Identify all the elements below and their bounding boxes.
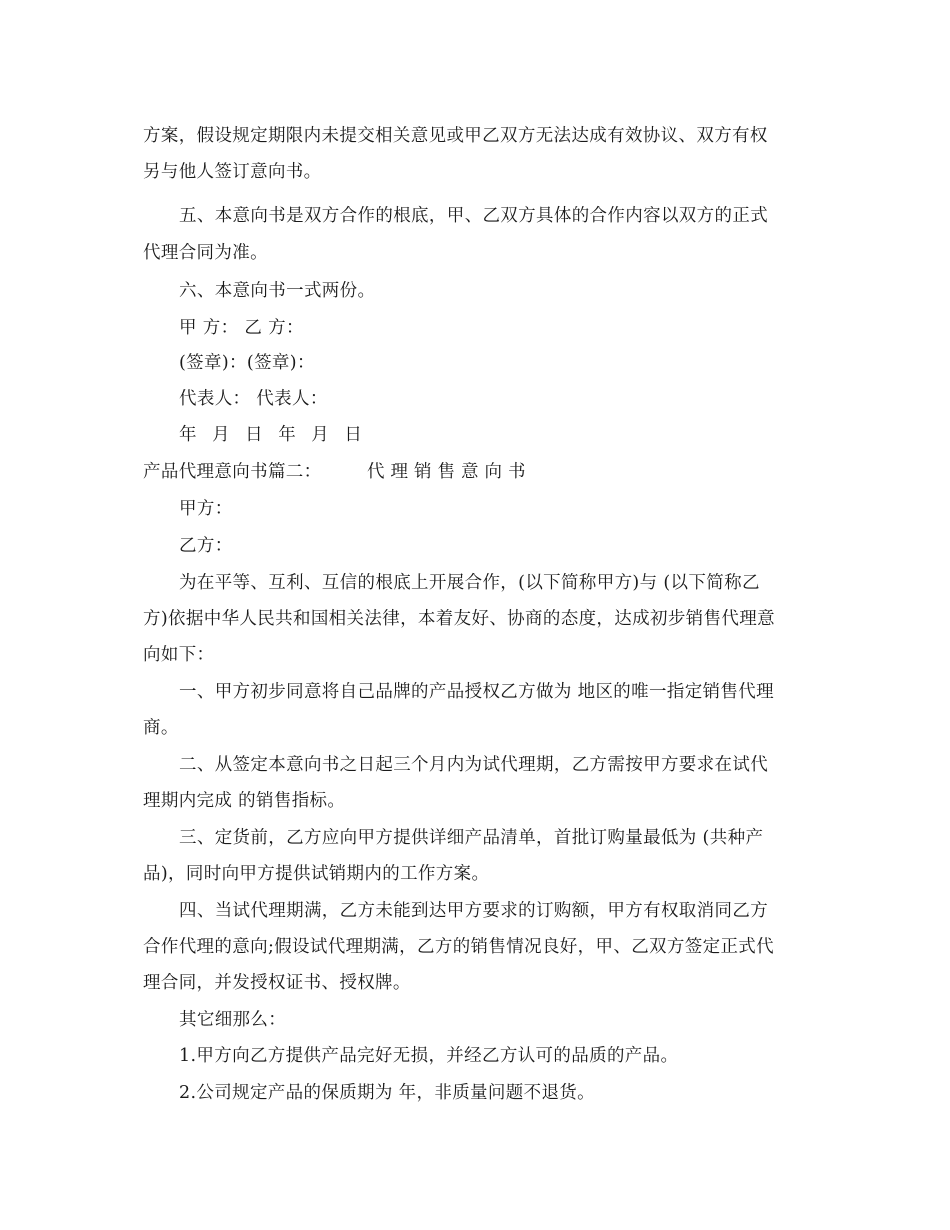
- party-a-label: 甲方：: [179, 499, 233, 519]
- detail-item-2: 2.公司规定产品的保质期为 年，非质量问题不退货。: [179, 1083, 596, 1103]
- section-heading-row: [143, 460, 532, 484]
- paragraph-line: 合作代理的意向;假设试代理期满，乙方的销售情况良好，甲、乙双方签定正式代: [143, 937, 774, 957]
- intro-paragraph: 为在平等、互利、互信的根底上开展合作，(以下简称甲方)与 (以下简称乙: [179, 573, 760, 593]
- paragraph-line: 代理合同为准。: [143, 243, 268, 263]
- clause-five: 五、本意向书是双方合作的根底，甲、乙双方具体的合作内容以双方的正式: [179, 206, 769, 226]
- clause-one: 一、甲方初步同意将自己品牌的产品授权乙方做为 地区的唯一指定销售代理: [179, 682, 774, 702]
- seal-labels: (签章)：(签章)：: [179, 353, 315, 373]
- paragraph-line: 理期内完成 的销售指标。: [143, 791, 346, 811]
- paragraph-line: 方)依据中华人民共和国相关法律，本着友好、协商的态度，达成初步销售代理意: [143, 609, 775, 629]
- party-labels: 甲 方： 乙 方：: [179, 318, 304, 338]
- clause-four: 四、当试代理期满，乙方未能到达甲方要求的订购额，甲方有权取消同乙方: [179, 901, 769, 921]
- section-heading: 产品代理意向书篇二：: [143, 462, 322, 482]
- other-details-heading: 其它细那么：: [179, 1010, 287, 1030]
- detail-item-1: 1.甲方向乙方提供产品完好无损，并经乙方认可的品质的产品。: [179, 1046, 679, 1066]
- paragraph-line: 理合同，并发授权证书、授权牌。: [143, 973, 411, 993]
- date-labels: 年 月 日 年 月 日: [179, 425, 367, 445]
- paragraph-line: 商。: [143, 718, 179, 738]
- paragraph-line: 向如下：: [143, 645, 215, 665]
- section-title: 代理销售意向书: [367, 462, 532, 482]
- representative-labels: 代表人： 代表人：: [179, 389, 328, 409]
- clause-three: 三、定货前，乙方应向甲方提供详细产品清单，首批订购量最低为 (共种产: [179, 828, 764, 848]
- paragraph-line: 另与他人签订意向书。: [143, 162, 322, 182]
- paragraph-line: 品)，同时向甲方提供试销期内的工作方案。: [143, 864, 490, 884]
- clause-six: 六、本意向书一式两份。: [179, 281, 376, 301]
- party-b-label: 乙方：: [179, 536, 233, 556]
- paragraph-line: 方案，假设规定期限内未提交相关意见或甲乙双方无法达成有效协议、双方有权: [143, 126, 768, 146]
- clause-two: 二、从签定本意向书之日起三个月内为试代理期，乙方需按甲方要求在试代: [179, 755, 769, 775]
